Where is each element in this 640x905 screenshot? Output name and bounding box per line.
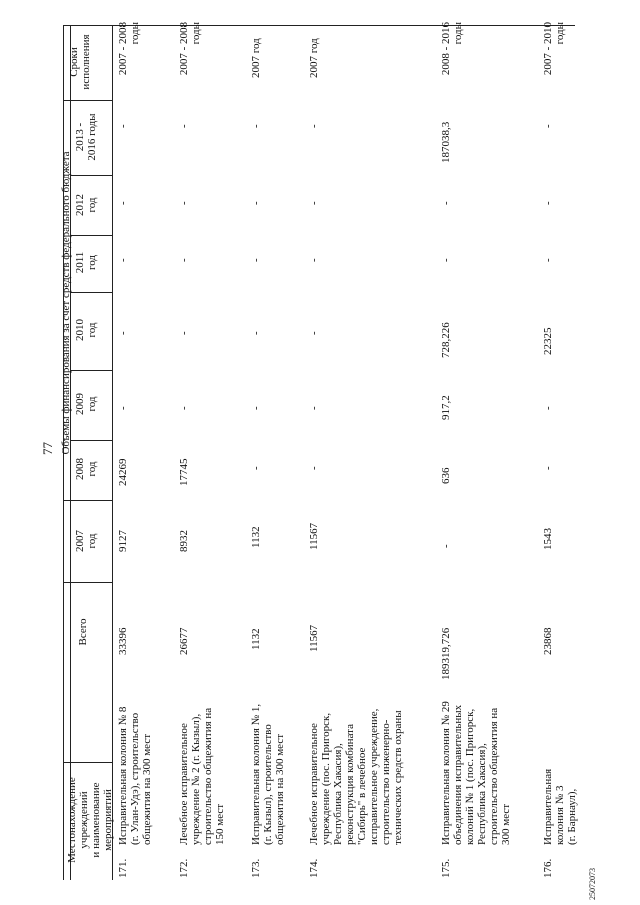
row-total: 26677 bbox=[178, 627, 190, 655]
row-value-2010: 22325 bbox=[542, 327, 554, 355]
row-value-2007: 9127 bbox=[117, 530, 129, 552]
row-total: 33396 bbox=[117, 627, 129, 655]
row-term: 2007 год bbox=[308, 38, 320, 78]
row-value-2012: - bbox=[542, 201, 554, 205]
row-value-2009: - bbox=[308, 406, 320, 410]
header-year-2013-2016: 2013 - 2016 годы bbox=[74, 113, 98, 161]
row-value-2010: - bbox=[178, 331, 190, 335]
header-bottom-line bbox=[112, 25, 113, 880]
row-value-2011: - bbox=[250, 258, 262, 262]
row-value-2008: 636 bbox=[440, 467, 452, 484]
row-term: 2007 - 2010 годы bbox=[542, 22, 566, 76]
row-description: Исправительная колония № 3 (г. Барнаул), bbox=[542, 768, 578, 845]
row-term: 2008 - 2016 годы bbox=[440, 22, 464, 76]
row-value-2007: 11567 bbox=[308, 522, 320, 550]
row-total: 189319,726 bbox=[440, 627, 452, 680]
row-number: 173. bbox=[250, 858, 262, 878]
row-total: 23868 bbox=[542, 627, 554, 655]
row-value-2011: - bbox=[542, 258, 554, 262]
row-value-2009: 917,2 bbox=[440, 395, 452, 420]
row-value-2010: - bbox=[250, 331, 262, 335]
row-value-2007: - bbox=[440, 544, 452, 548]
row-value-2013-2016: - bbox=[308, 124, 320, 128]
row-description: Исправительная колония № 29 объединения исправительных колоний № 1 (пос. Пригорск, Республика Хакасия), строительство общежития на 300 мест bbox=[440, 701, 512, 845]
row-value-2012: - bbox=[440, 201, 452, 205]
row-number: 174. bbox=[308, 858, 320, 878]
header-year-2008: 2008 год bbox=[74, 458, 98, 480]
row-value-2013-2016: 187038,3 bbox=[440, 121, 452, 163]
row-value-2007: 8932 bbox=[178, 530, 190, 552]
row-number: 176. bbox=[542, 858, 554, 878]
row-value-2011: - bbox=[308, 258, 320, 262]
row-value-2011: - bbox=[178, 258, 190, 262]
row-value-2012: - bbox=[308, 201, 320, 205]
row-value-2008: - bbox=[308, 466, 320, 470]
header-year-2011: 2011 год bbox=[74, 251, 98, 274]
row-value-2008: 24269 bbox=[117, 458, 129, 486]
row-term: 2007 - 2008 годы bbox=[178, 22, 202, 76]
row-number: 175. bbox=[440, 858, 452, 878]
row-number: 172. bbox=[178, 858, 190, 878]
row-description: Исправительная колония № 1, (г. Кызыл), строительство общежития на 300 мест bbox=[250, 703, 286, 845]
header-year-2010: 2010 год bbox=[74, 319, 98, 341]
row-value-2008: - bbox=[542, 466, 554, 470]
row-value-2012: - bbox=[178, 201, 190, 205]
header-year-2012: 2012 год bbox=[74, 194, 98, 216]
col-line bbox=[63, 500, 112, 501]
header-total: Всего bbox=[77, 618, 89, 646]
row-value-2012: - bbox=[250, 201, 262, 205]
row-number: 171. bbox=[117, 858, 129, 878]
header-terms: Сроки исполнения bbox=[68, 34, 92, 90]
row-value-2011: - bbox=[440, 258, 452, 262]
row-value-2013-2016: - bbox=[250, 124, 262, 128]
row-value-2009: - bbox=[250, 406, 262, 410]
row-value-2013-2016: - bbox=[117, 124, 129, 128]
row-description: Лечебное исправительное учреждение № 2 (г. Кызыл), строительство общежития на 150 мест bbox=[178, 707, 226, 845]
header-year-2007: 2007 год bbox=[74, 530, 98, 552]
row-value-2010: - bbox=[308, 331, 320, 335]
row-value-2008: 17745 bbox=[178, 458, 190, 486]
row-value-2007: 1543 bbox=[542, 528, 554, 550]
row-value-2008: - bbox=[250, 466, 262, 470]
row-description: Лечебное исправительное учреждение (пос. Пригорск, Республика Хакасия), реконструкция комбината "Сибирь" в лечебное исправительное учреждение, строительство инженерно- технических средств охраны bbox=[308, 708, 404, 845]
row-term: 2007 год bbox=[250, 38, 262, 78]
row-value-2009: - bbox=[542, 406, 554, 410]
row-value-2013-2016: - bbox=[542, 124, 554, 128]
col-line bbox=[63, 582, 112, 583]
row-description: Исправительная колония № 8 (г. Улан-Удэ), строительство общежития на 300 мест bbox=[117, 706, 153, 845]
row-value-2007: 1132 bbox=[250, 526, 262, 548]
header-volumes: Объемы финансирования за счет средств федерального бюджета bbox=[60, 151, 72, 455]
row-value-2013-2016: - bbox=[178, 124, 190, 128]
side-code: 25072073 bbox=[588, 868, 597, 900]
row-term: 2007 - 2008 годы bbox=[117, 22, 141, 76]
row-total: 11567 bbox=[308, 624, 320, 652]
col-line bbox=[70, 175, 112, 176]
header-year-2009: 2009 год bbox=[74, 393, 98, 415]
header-location: Местонахождение учреждений и наименование мероприятий bbox=[66, 777, 114, 863]
page-number: 77 bbox=[40, 442, 55, 455]
row-value-2010: 728,226 bbox=[440, 322, 452, 358]
row-value-2012: - bbox=[117, 201, 129, 205]
row-total: 1132 bbox=[250, 628, 262, 650]
row-value-2010: - bbox=[117, 331, 129, 335]
row-value-2009: - bbox=[117, 406, 129, 410]
row-value-2011: - bbox=[117, 258, 129, 262]
row-value-2009: - bbox=[178, 406, 190, 410]
